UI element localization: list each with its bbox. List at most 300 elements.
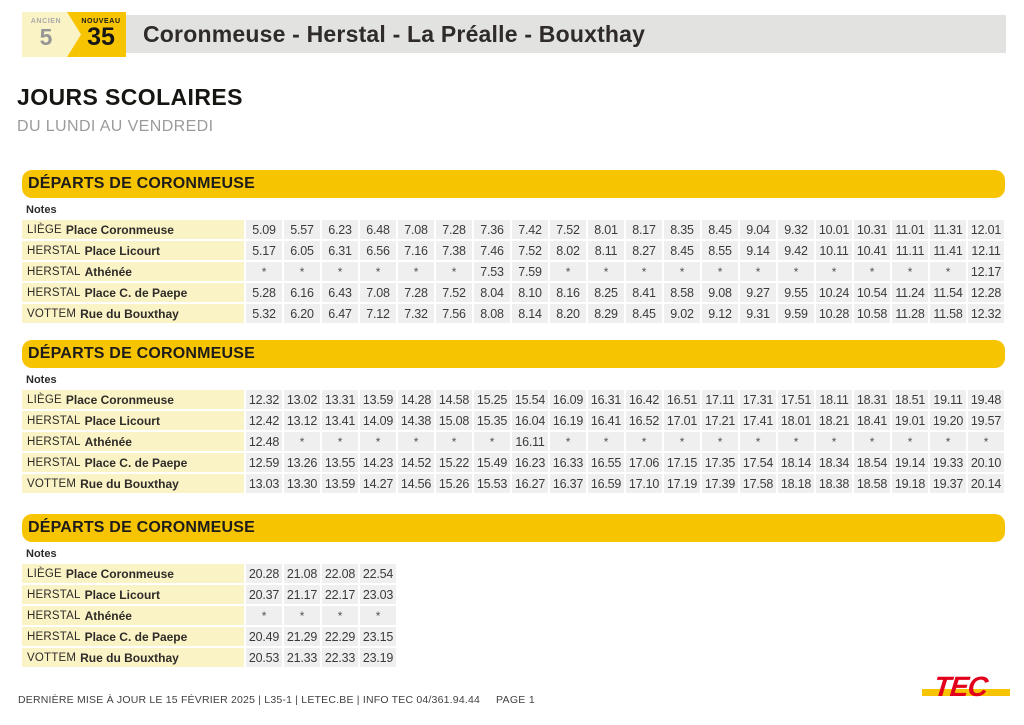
- table-row: [22, 411, 1005, 430]
- time-cell: 5.32: [246, 304, 282, 323]
- new-line-label: NOUVEAU: [81, 18, 121, 25]
- time-cell: 8.41: [626, 283, 662, 302]
- time-cell: 12.32: [968, 304, 1004, 323]
- time-cell: 9.14: [740, 241, 776, 260]
- timetable: [22, 340, 1005, 493]
- time-cell: 20.10: [968, 453, 1004, 472]
- station-stop: Place C. de Paepe: [84, 455, 188, 470]
- notes-label: Notes: [26, 548, 57, 560]
- time-cell: 16.19: [550, 411, 586, 430]
- time-cell: *: [968, 432, 1004, 451]
- time-cell: 20.14: [968, 474, 1004, 493]
- time-cell: 7.42: [512, 220, 548, 239]
- station-stop: Athénée: [84, 434, 132, 449]
- time-cell: 13.02: [284, 390, 320, 409]
- time-cell: 21.33: [284, 648, 320, 667]
- time-cell: 13.59: [322, 474, 358, 493]
- table-row: [22, 474, 1005, 493]
- tec-logo-text: TEC: [932, 671, 989, 702]
- time-cell: 14.27: [360, 474, 396, 493]
- time-cell: 16.04: [512, 411, 548, 430]
- notes-label: Notes: [26, 204, 57, 216]
- time-cell: 10.54: [854, 283, 890, 302]
- time-cell: 18.54: [854, 453, 890, 472]
- time-cell: 13.03: [246, 474, 282, 493]
- time-cell: 7.52: [512, 241, 548, 260]
- time-cell: 8.55: [702, 241, 738, 260]
- time-cell: 5.09: [246, 220, 282, 239]
- table-row: [22, 241, 1005, 260]
- time-cell: 11.01: [892, 220, 928, 239]
- time-cell: 6.31: [322, 241, 358, 260]
- time-cell: 7.28: [398, 283, 434, 302]
- time-cell: 13.26: [284, 453, 320, 472]
- time-cell: 11.41: [930, 241, 966, 260]
- time-cell: 15.35: [474, 411, 510, 430]
- time-cell: 8.04: [474, 283, 510, 302]
- time-cell: 8.14: [512, 304, 548, 323]
- time-cell: 16.09: [550, 390, 586, 409]
- time-cell: 14.58: [436, 390, 472, 409]
- time-cell: 8.01: [588, 220, 624, 239]
- time-cell: *: [664, 262, 700, 281]
- time-cell: *: [322, 432, 358, 451]
- time-cell: 22.08: [322, 564, 358, 583]
- time-cell: 12.48: [246, 432, 282, 451]
- time-cell: 23.19: [360, 648, 396, 667]
- time-cell: 20.28: [246, 564, 282, 583]
- time-cell: 14.38: [398, 411, 434, 430]
- time-cell: 22.33: [322, 648, 358, 667]
- time-cell: 13.55: [322, 453, 358, 472]
- time-cell: 13.41: [322, 411, 358, 430]
- time-cell: 6.56: [360, 241, 396, 260]
- time-cell: 20.37: [246, 585, 282, 604]
- time-cell: 18.51: [892, 390, 928, 409]
- time-cell: *: [360, 606, 396, 625]
- time-cell: 12.32: [246, 390, 282, 409]
- time-cell: 16.59: [588, 474, 624, 493]
- time-cell: 17.11: [702, 390, 738, 409]
- station-cell: [22, 390, 244, 409]
- time-cell: 16.41: [588, 411, 624, 430]
- time-cell: 6.48: [360, 220, 396, 239]
- time-cell: 18.31: [854, 390, 890, 409]
- time-cell: 17.41: [740, 411, 776, 430]
- time-cell: *: [550, 432, 586, 451]
- time-cell: 22.54: [360, 564, 396, 583]
- route-title: Coronmeuse - Herstal - La Préalle - Bouxthay: [143, 20, 646, 47]
- time-cell: 16.52: [626, 411, 662, 430]
- station-cell: [22, 564, 244, 583]
- time-cell: 15.25: [474, 390, 510, 409]
- time-cell: 16.11: [512, 432, 548, 451]
- time-cell: 17.54: [740, 453, 776, 472]
- station-cell: [22, 627, 244, 646]
- time-cell: 14.09: [360, 411, 396, 430]
- new-line-value: 35: [87, 23, 115, 51]
- time-cell: 10.28: [816, 304, 852, 323]
- station-stop: Rue du Bouxthay: [80, 650, 179, 665]
- time-cell: *: [892, 432, 928, 451]
- time-cell: 11.11: [892, 241, 928, 260]
- time-cell: 7.46: [474, 241, 510, 260]
- section-title: JOURS SCOLAIRES: [17, 84, 243, 110]
- station-city: HERSTAL: [27, 265, 81, 278]
- time-cell: 7.32: [398, 304, 434, 323]
- time-cell: 10.11: [816, 241, 852, 260]
- time-cell: 10.58: [854, 304, 890, 323]
- time-cell: *: [322, 262, 358, 281]
- station-city: HERSTAL: [27, 609, 81, 622]
- time-cell: 19.48: [968, 390, 1004, 409]
- table-row: [22, 648, 1005, 667]
- time-cell: 11.58: [930, 304, 966, 323]
- timetable: [22, 170, 1005, 323]
- time-cell: 19.33: [930, 453, 966, 472]
- table-row: [22, 432, 1005, 451]
- time-cell: 17.15: [664, 453, 700, 472]
- time-cell: 14.56: [398, 474, 434, 493]
- time-cell: 17.21: [702, 411, 738, 430]
- station-stop: Athénée: [84, 608, 132, 623]
- time-cell: 5.17: [246, 241, 282, 260]
- time-cell: 13.12: [284, 411, 320, 430]
- time-cell: 5.57: [284, 220, 320, 239]
- time-cell: 17.10: [626, 474, 662, 493]
- time-cell: 21.08: [284, 564, 320, 583]
- time-cell: *: [930, 262, 966, 281]
- time-cell: 14.52: [398, 453, 434, 472]
- time-cell: *: [626, 262, 662, 281]
- time-cell: *: [702, 432, 738, 451]
- time-cell: 19.01: [892, 411, 928, 430]
- departures-banner: DÉPARTS DE CORONMEUSE: [22, 514, 1005, 542]
- time-cell: 13.59: [360, 390, 396, 409]
- time-cell: 16.23: [512, 453, 548, 472]
- time-cell: *: [246, 262, 282, 281]
- time-cell: 7.59: [512, 262, 548, 281]
- page-header: [22, 12, 1006, 58]
- old-line-value: 5: [39, 24, 53, 50]
- time-cell: 16.27: [512, 474, 548, 493]
- station-stop: Athénée: [84, 264, 132, 279]
- time-cell: 17.06: [626, 453, 662, 472]
- time-cell: 19.18: [892, 474, 928, 493]
- time-cell: 5.28: [246, 283, 282, 302]
- section-subtitle: DU LUNDI AU VENDREDI: [17, 118, 214, 135]
- station-stop: Place Coronmeuse: [65, 566, 174, 581]
- time-cell: *: [360, 262, 396, 281]
- time-cell: 8.16: [550, 283, 586, 302]
- time-cell: 18.34: [816, 453, 852, 472]
- schedule-section-heading: [17, 84, 243, 136]
- time-cell: *: [398, 432, 434, 451]
- departures-banner: DÉPARTS DE CORONMEUSE: [22, 170, 1005, 198]
- station-cell: [22, 585, 244, 604]
- station-cell: [22, 262, 244, 281]
- time-cell: 8.29: [588, 304, 624, 323]
- station-city: LIÈGE: [27, 393, 62, 406]
- station-stop: Place Coronmeuse: [65, 222, 174, 237]
- station-stop: Place Licourt: [84, 243, 160, 258]
- time-cell: 18.18: [778, 474, 814, 493]
- line-number-badge: [22, 12, 126, 57]
- station-stop: Rue du Bouxthay: [80, 476, 179, 491]
- time-cell: 8.11: [588, 241, 624, 260]
- time-cell: 11.24: [892, 283, 928, 302]
- time-cell: 9.55: [778, 283, 814, 302]
- time-cell: *: [626, 432, 662, 451]
- time-cell: 9.59: [778, 304, 814, 323]
- time-cell: 21.29: [284, 627, 320, 646]
- station-city: VOTTEM: [27, 307, 77, 320]
- time-cell: 16.55: [588, 453, 624, 472]
- time-cell: 6.23: [322, 220, 358, 239]
- time-cell: *: [854, 262, 890, 281]
- time-cell: 23.03: [360, 585, 396, 604]
- time-cell: 8.45: [664, 241, 700, 260]
- time-cell: *: [322, 606, 358, 625]
- time-cell: *: [816, 262, 852, 281]
- time-cell: *: [588, 432, 624, 451]
- station-city: HERSTAL: [27, 456, 81, 469]
- time-cell: 17.51: [778, 390, 814, 409]
- table-row: [22, 606, 1005, 625]
- time-cell: 16.37: [550, 474, 586, 493]
- time-cell: 9.04: [740, 220, 776, 239]
- station-cell: [22, 474, 244, 493]
- time-cell: *: [360, 432, 396, 451]
- old-line-number: [22, 12, 70, 57]
- time-cell: 17.39: [702, 474, 738, 493]
- time-cell: *: [284, 606, 320, 625]
- time-cell: 17.35: [702, 453, 738, 472]
- table-row: [22, 262, 1005, 281]
- footer-update-info: DERNIÈRE MISE À JOUR LE 15 FÉVRIER 2025 | L35-1 | LETEC.BE | INFO TEC 04/361.94.44: [18, 694, 481, 706]
- station-stop: Rue du Bouxthay: [80, 306, 179, 321]
- time-cell: *: [588, 262, 624, 281]
- time-cell: 17.01: [664, 411, 700, 430]
- time-cell: 20.53: [246, 648, 282, 667]
- time-cell: 15.26: [436, 474, 472, 493]
- time-cell: 18.38: [816, 474, 852, 493]
- time-cell: 18.14: [778, 453, 814, 472]
- time-cell: 13.30: [284, 474, 320, 493]
- time-cell: 7.36: [474, 220, 510, 239]
- time-cell: *: [854, 432, 890, 451]
- time-cell: 7.16: [398, 241, 434, 260]
- time-cell: 9.31: [740, 304, 776, 323]
- time-cell: 6.43: [322, 283, 358, 302]
- station-stop: Place Licourt: [84, 413, 160, 428]
- time-cell: 12.59: [246, 453, 282, 472]
- station-city: VOTTEM: [27, 477, 77, 490]
- station-city: VOTTEM: [27, 651, 77, 664]
- time-cell: 15.49: [474, 453, 510, 472]
- table-row: [22, 453, 1005, 472]
- time-cell: 11.28: [892, 304, 928, 323]
- station-city: HERSTAL: [27, 414, 81, 427]
- time-cell: 10.31: [854, 220, 890, 239]
- time-cell: 16.42: [626, 390, 662, 409]
- time-cell: 18.01: [778, 411, 814, 430]
- time-cell: 6.16: [284, 283, 320, 302]
- time-cell: 8.08: [474, 304, 510, 323]
- station-city: HERSTAL: [27, 588, 81, 601]
- time-cell: 12.11: [968, 241, 1004, 260]
- station-city: HERSTAL: [27, 630, 81, 643]
- time-cell: 14.23: [360, 453, 396, 472]
- departures-banner: DÉPARTS DE CORONMEUSE: [22, 340, 1005, 368]
- time-cell: 9.32: [778, 220, 814, 239]
- time-cell: 22.17: [322, 585, 358, 604]
- time-cell: 16.33: [550, 453, 586, 472]
- time-cell: 7.28: [436, 220, 472, 239]
- time-cell: *: [702, 262, 738, 281]
- time-cell: *: [778, 262, 814, 281]
- table-row: [22, 564, 1005, 583]
- time-cell: *: [740, 432, 776, 451]
- table-row: [22, 220, 1005, 239]
- time-cell: 9.27: [740, 283, 776, 302]
- station-cell: [22, 283, 244, 302]
- station-city: HERSTAL: [27, 435, 81, 448]
- time-cell: 8.45: [626, 304, 662, 323]
- time-cell: 12.28: [968, 283, 1004, 302]
- time-cell: 7.38: [436, 241, 472, 260]
- time-cell: 10.01: [816, 220, 852, 239]
- station-cell: [22, 606, 244, 625]
- time-cell: 11.54: [930, 283, 966, 302]
- time-cell: 6.05: [284, 241, 320, 260]
- time-cell: 19.37: [930, 474, 966, 493]
- time-cell: 7.52: [550, 220, 586, 239]
- table-row: [22, 283, 1005, 302]
- station-cell: [22, 220, 244, 239]
- time-cell: 8.17: [626, 220, 662, 239]
- time-cell: *: [284, 262, 320, 281]
- time-cell: 10.41: [854, 241, 890, 260]
- station-cell: [22, 411, 244, 430]
- time-cell: 15.22: [436, 453, 472, 472]
- time-cell: 8.45: [702, 220, 738, 239]
- new-line-number: [78, 12, 124, 57]
- tec-logo: [922, 672, 1010, 706]
- station-city: HERSTAL: [27, 244, 81, 257]
- time-cell: 9.08: [702, 283, 738, 302]
- station-cell: [22, 648, 244, 667]
- time-cell: 15.53: [474, 474, 510, 493]
- time-cell: 7.08: [398, 220, 434, 239]
- time-cell: 18.58: [854, 474, 890, 493]
- time-cell: 7.52: [436, 283, 472, 302]
- time-cell: 18.41: [854, 411, 890, 430]
- time-cell: 8.27: [626, 241, 662, 260]
- time-cell: *: [664, 432, 700, 451]
- time-cell: *: [778, 432, 814, 451]
- time-cell: 6.20: [284, 304, 320, 323]
- station-cell: [22, 453, 244, 472]
- time-cell: *: [398, 262, 434, 281]
- time-cell: 12.01: [968, 220, 1004, 239]
- time-cell: 8.58: [664, 283, 700, 302]
- time-cell: *: [474, 432, 510, 451]
- time-cell: 8.35: [664, 220, 700, 239]
- station-cell: [22, 241, 244, 260]
- time-cell: *: [246, 606, 282, 625]
- time-cell: 20.49: [246, 627, 282, 646]
- time-cell: 16.31: [588, 390, 624, 409]
- time-cell: 17.31: [740, 390, 776, 409]
- station-city: HERSTAL: [27, 286, 81, 299]
- table-row: [22, 390, 1005, 409]
- time-cell: 19.57: [968, 411, 1004, 430]
- station-stop: Place Coronmeuse: [65, 392, 174, 407]
- time-cell: *: [436, 432, 472, 451]
- time-cell: 7.08: [360, 283, 396, 302]
- time-cell: 21.17: [284, 585, 320, 604]
- time-cell: 15.08: [436, 411, 472, 430]
- time-cell: *: [740, 262, 776, 281]
- time-cell: 9.42: [778, 241, 814, 260]
- time-cell: 9.12: [702, 304, 738, 323]
- station-stop: Place C. de Paepe: [84, 285, 188, 300]
- station-stop: Place C. de Paepe: [84, 629, 188, 644]
- old-line-label: ANCIEN: [30, 18, 62, 25]
- station-city: LIÈGE: [27, 223, 62, 236]
- time-cell: 18.11: [816, 390, 852, 409]
- time-cell: 10.24: [816, 283, 852, 302]
- time-cell: *: [284, 432, 320, 451]
- notes-label: Notes: [26, 374, 57, 386]
- time-cell: 6.47: [322, 304, 358, 323]
- time-cell: 12.42: [246, 411, 282, 430]
- time-cell: 8.02: [550, 241, 586, 260]
- station-city: LIÈGE: [27, 567, 62, 580]
- time-cell: 7.53: [474, 262, 510, 281]
- timetable: [22, 514, 1005, 667]
- time-cell: 15.54: [512, 390, 548, 409]
- time-cell: 9.02: [664, 304, 700, 323]
- time-cell: 23.15: [360, 627, 396, 646]
- time-cell: 18.21: [816, 411, 852, 430]
- table-row: [22, 304, 1005, 323]
- time-cell: 11.31: [930, 220, 966, 239]
- time-cell: 19.14: [892, 453, 928, 472]
- station-cell: [22, 304, 244, 323]
- time-cell: 19.20: [930, 411, 966, 430]
- time-cell: 8.20: [550, 304, 586, 323]
- time-cell: 8.25: [588, 283, 624, 302]
- page-number: PAGE 1: [496, 694, 535, 706]
- time-cell: *: [550, 262, 586, 281]
- station-cell: [22, 432, 244, 451]
- time-cell: 12.17: [968, 262, 1004, 281]
- time-cell: *: [816, 432, 852, 451]
- time-cell: 17.58: [740, 474, 776, 493]
- route-title-bar: [126, 15, 1006, 53]
- table-row: [22, 585, 1005, 604]
- time-cell: 22.29: [322, 627, 358, 646]
- time-cell: *: [892, 262, 928, 281]
- time-cell: 7.56: [436, 304, 472, 323]
- time-cell: 8.10: [512, 283, 548, 302]
- table-row: [22, 627, 1005, 646]
- time-cell: *: [930, 432, 966, 451]
- station-stop: Place Licourt: [84, 587, 160, 602]
- time-cell: 7.12: [360, 304, 396, 323]
